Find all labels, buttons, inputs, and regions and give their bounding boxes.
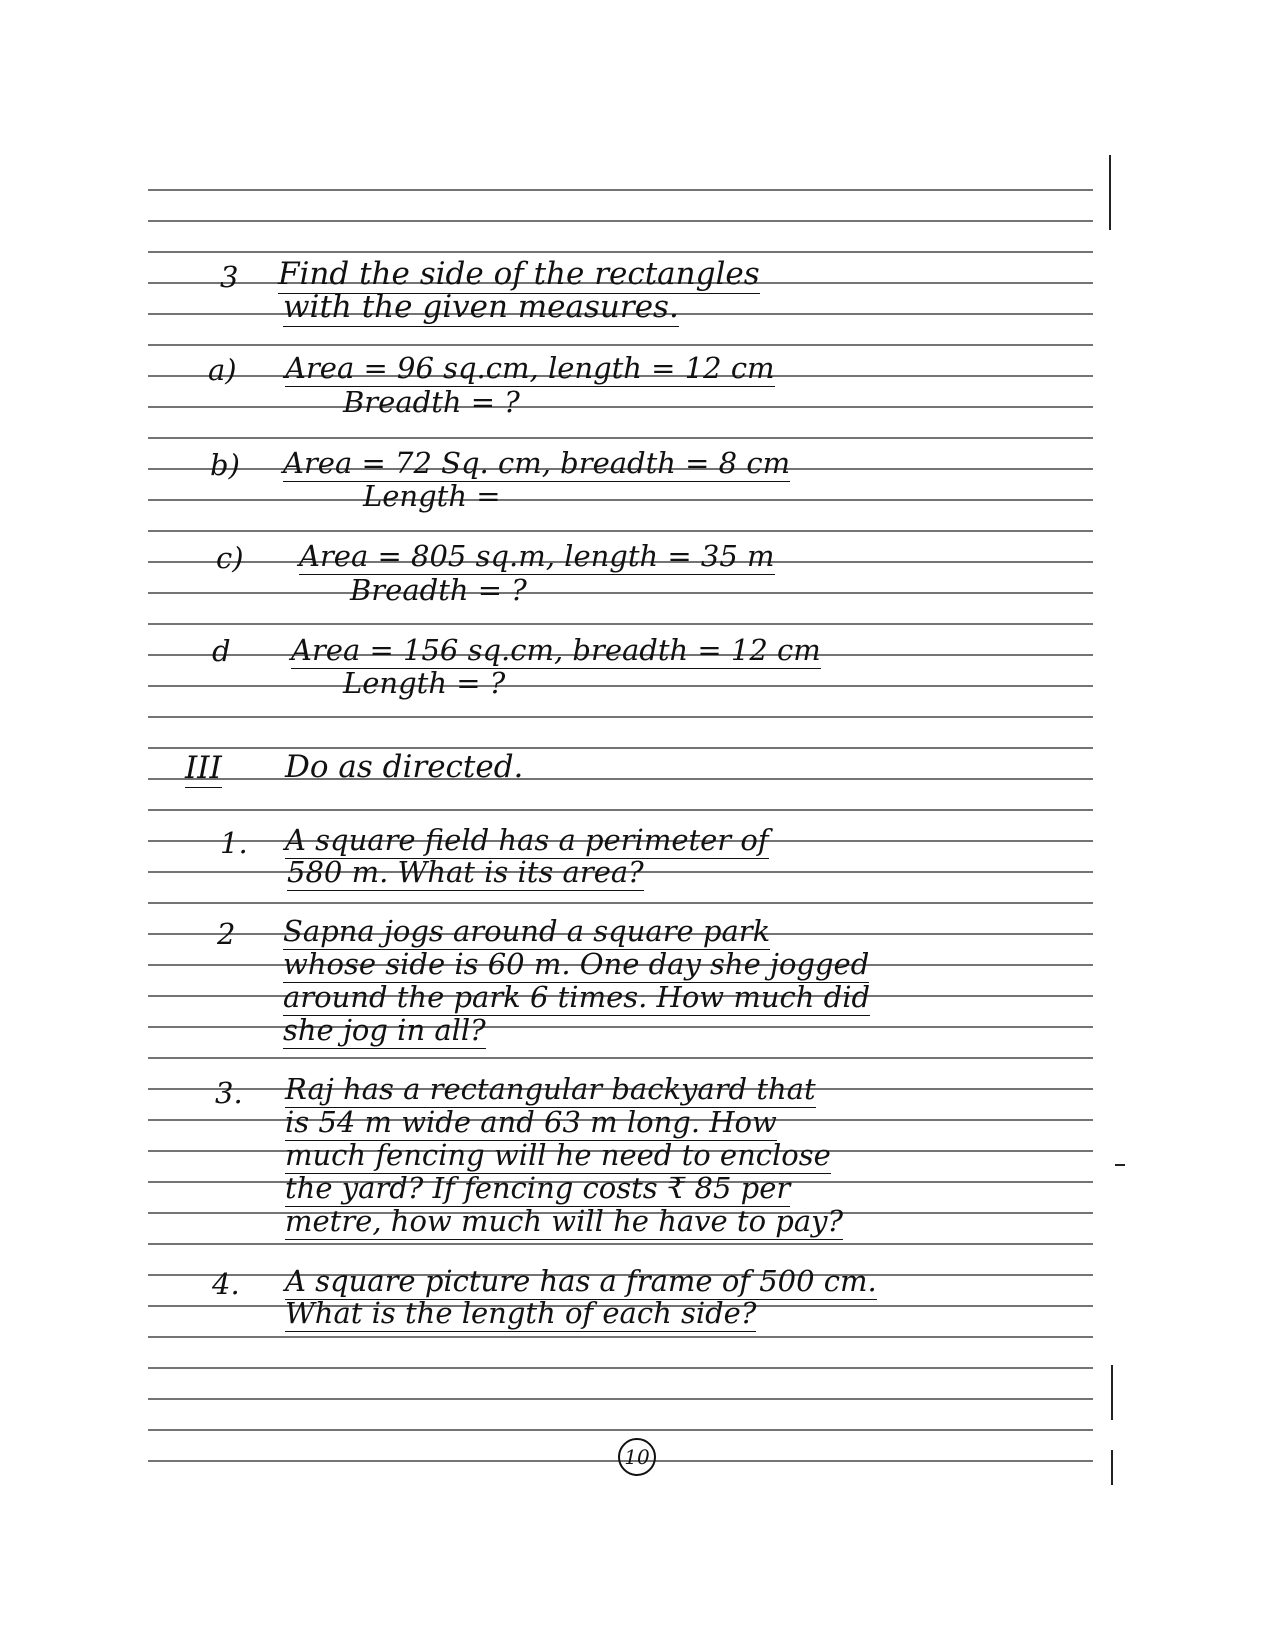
item-a-line2: Breadth = ?	[343, 385, 520, 419]
question-1-line2: 580 m. What is its area?	[287, 855, 644, 889]
question-3-heading-line2: with the given measures.	[283, 289, 679, 325]
question-4-line1: A square picture has a frame of 500 cm.	[285, 1264, 877, 1298]
item-c-line2: Breadth = ?	[350, 573, 527, 607]
question-4-label: 4.	[212, 1267, 240, 1301]
question-3b-line4: the yard? If fencing costs ₹ 85 per	[285, 1171, 791, 1205]
question-2-label: 2	[217, 917, 236, 951]
item-a-label: a)	[208, 353, 237, 387]
section-III-number: III	[185, 750, 222, 786]
question-2-line3: around the park 6 times. How much did	[283, 980, 871, 1014]
item-b-line2: Length =	[363, 479, 501, 513]
item-b-line1: Area = 72 Sq. cm, breadth = 8 cm	[283, 446, 791, 480]
item-d-line2: Length = ?	[343, 666, 506, 700]
question-3b-line5: metre, how much will he have to pay?	[285, 1204, 844, 1238]
question-1-label: 1.	[220, 826, 248, 860]
question-3b-line3: much fencing will he need to enclose	[285, 1138, 831, 1172]
question-3b-label: 3.	[215, 1076, 243, 1110]
item-c-line1: Area = 805 sq.m, length = 35 m	[299, 539, 775, 573]
question-3b-line2: is 54 m wide and 63 m long. How	[285, 1105, 777, 1139]
question-1-line1: A square field has a perimeter of	[285, 823, 769, 857]
page-number: 10	[618, 1438, 656, 1476]
question-2-line1: Sapna jogs around a square park	[283, 914, 771, 948]
item-d-label: d	[212, 634, 231, 668]
question-2-line2: whose side is 60 m. One day she jogged	[283, 947, 870, 981]
question-3b-line1: Raj has a rectangular backyard that	[285, 1072, 816, 1106]
section-III-heading: Do as directed.	[285, 749, 524, 785]
question-3-heading-line1: Find the side of the rectangles	[278, 256, 760, 292]
item-a-line1: Area = 96 sq.cm, length = 12 cm	[285, 351, 775, 385]
item-d-line1: Area = 156 sq.cm, breadth = 12 cm	[291, 633, 821, 667]
question-2-line4: she jog in all?	[283, 1013, 486, 1047]
item-b-label: b)	[210, 448, 240, 482]
question-3-number: 3	[220, 260, 239, 294]
question-4-line2: What is the length of each side?	[285, 1296, 757, 1330]
item-c-label: c)	[216, 541, 244, 575]
